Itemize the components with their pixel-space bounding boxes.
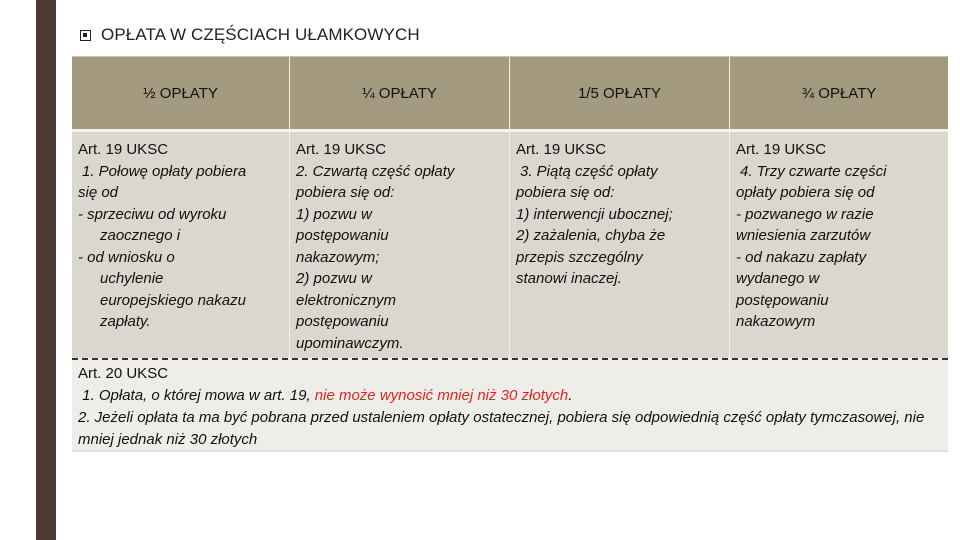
header-three-quarters-fee: ¾ OPŁATY: [801, 84, 877, 102]
cell-line: - od wniosku o: [78, 248, 175, 266]
cell-line: europejskiego nakazu: [100, 291, 246, 309]
cell-line: 1. Połowę opłaty pobiera: [82, 162, 247, 180]
cell-line: Art. 19 UKSC: [516, 141, 607, 158]
cell-line: stanowi inaczej.: [516, 270, 622, 287]
cell-line: wydanego w: [736, 270, 820, 287]
cell-line: Art. 19 UKSC: [736, 141, 827, 158]
cell-line: elektronicznym: [296, 291, 397, 309]
cell-half-fee: [72, 132, 290, 358]
header-fifth-fee: 1/5 OPŁATY: [510, 57, 730, 129]
table-header-row: [72, 56, 948, 129]
cell-three-quarters-fee: [730, 132, 948, 358]
cell-line: Art. 19 UKSC: [78, 141, 169, 158]
cell-fifth-fee: [510, 132, 730, 358]
cell-line: 3. Piątą część opłaty: [520, 162, 658, 180]
article-20-title: Art. 20 UKSC: [78, 365, 169, 382]
paragraph-1-end: .: [568, 387, 573, 404]
slide-heading: [80, 24, 420, 46]
cell-line: opłaty pobiera się od: [736, 184, 875, 201]
article-20-paragraph-1: [78, 385, 938, 407]
cell-line: 2) zażalenia, chyba że: [516, 227, 666, 244]
cell-line: 1) interwencji ubocznej;: [516, 205, 673, 223]
cell-line: się od: [78, 184, 119, 201]
article-20-box: [72, 358, 948, 452]
cell-line: przepis szczególny: [516, 248, 643, 266]
square-bullet-icon: [80, 30, 91, 41]
header-quarter-fee: ¼ OPŁATY: [290, 57, 510, 129]
paragraph-1-text: 1. Opłata, o której mowa w art. 19,: [82, 387, 315, 404]
cell-line: Art. 19 UKSC: [296, 141, 387, 158]
cell-line: wniesienia zarzutów: [736, 227, 871, 244]
cell-line: zaocznego i: [100, 227, 181, 244]
table-body-row: [72, 129, 948, 358]
slide-title: OPŁATA W CZĘŚCIACH UŁAMKOWYCH: [101, 25, 420, 44]
cell-line: postępowaniu: [736, 291, 829, 309]
cell-line: - pozwanego w razie: [736, 205, 874, 223]
cell-line: 1) pozwu w: [296, 205, 372, 223]
cell-line: uchylenie: [100, 270, 164, 287]
cell-line: postępowaniu: [296, 313, 389, 330]
article-20-paragraph-2: 2. Jeżeli opłata ta ma być pobrana przed ustaleniem opłaty ostatecznej, pobiera się odpowiednią część opłaty tymczasowej, nie mniej jednak niż 30 złotych: [78, 409, 925, 448]
cell-line: 2. Czwartą część opłaty: [296, 162, 455, 180]
paragraph-1-highlight: nie może wynosić mniej niż 30 złotych: [314, 387, 569, 404]
cell-line: - od nakazu zapłaty: [736, 248, 867, 266]
cell-line: zapłaty.: [100, 313, 151, 330]
header-half-fee: ½ OPŁATY: [72, 57, 290, 129]
cell-line: nakazowym: [736, 313, 816, 330]
side-accent-bar: [36, 0, 56, 540]
cell-line: 2) pozwu w: [296, 270, 372, 287]
cell-line: upominawczym.: [296, 334, 404, 352]
cell-line: postępowaniu: [296, 227, 389, 244]
cell-line: pobiera się od:: [516, 184, 615, 201]
cell-quarter-fee: [290, 132, 510, 358]
cell-line: pobiera się od:: [296, 184, 395, 201]
cell-line: - sprzeciwu od wyroku: [78, 205, 227, 223]
fee-fractions-table: [72, 56, 948, 452]
cell-line: 4. Trzy czwarte części: [740, 162, 887, 180]
cell-line: nakazowym;: [296, 248, 380, 266]
